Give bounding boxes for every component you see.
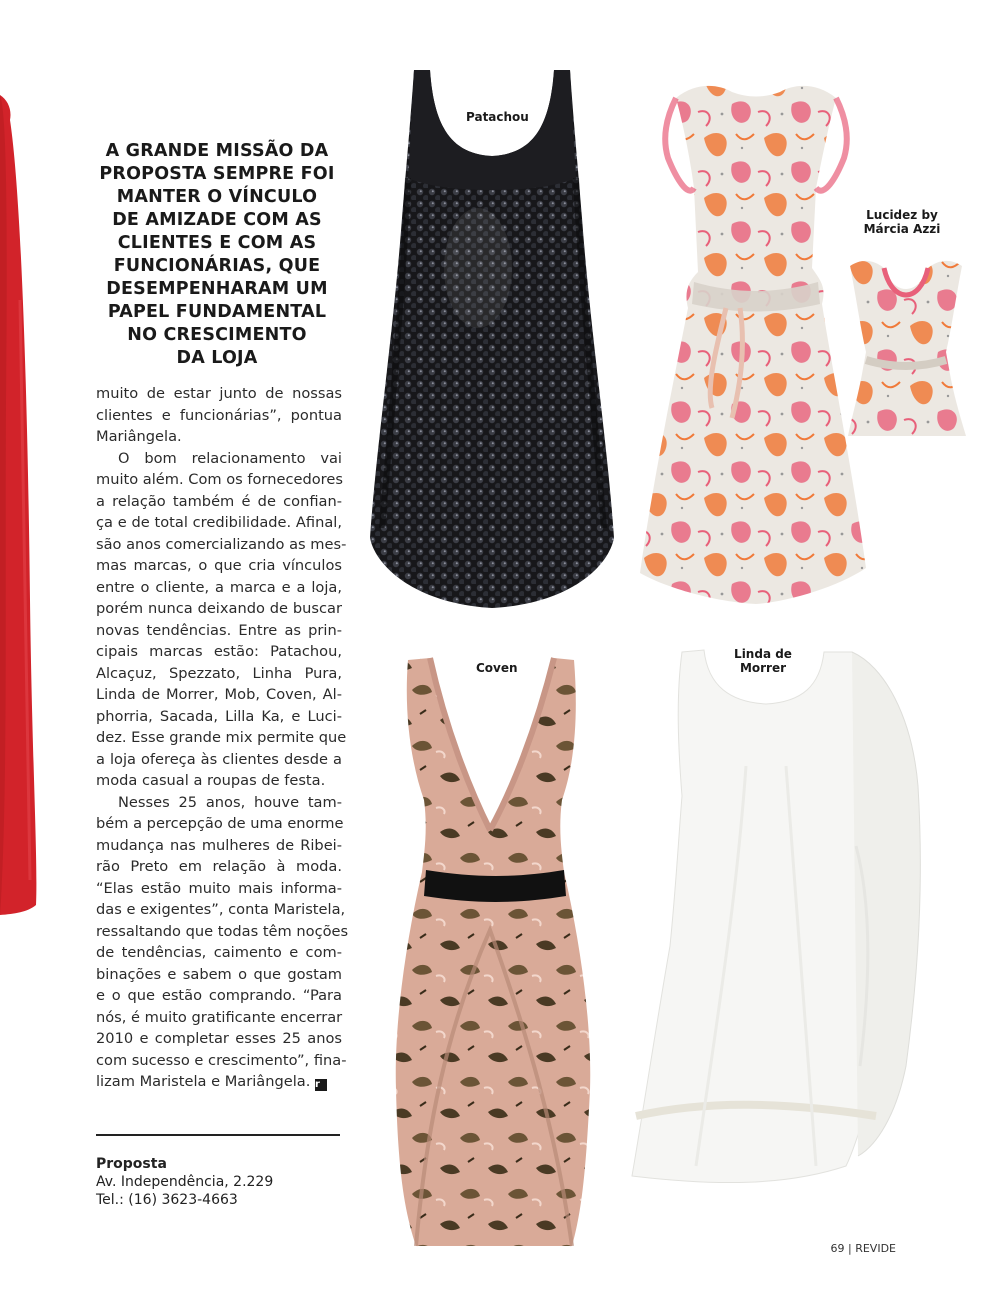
body-line: mas marcas, o que cria vínculos [96, 557, 342, 574]
end-of-article-mark: r [315, 1079, 327, 1091]
body-line: a relação também é de confian- [96, 492, 342, 510]
body-line: novas tendências. Entre as prin- [96, 621, 342, 639]
body-line: a loja ofereça às clientes desde a [96, 750, 342, 768]
body-line: binações e sabem o que gostam [96, 965, 342, 983]
pull-quote [92, 140, 342, 370]
body-line: bém a percepção de uma enorme [96, 815, 344, 832]
caption-lucidez-line-1: Lucidez by [866, 208, 938, 222]
contact-divider [96, 1134, 340, 1136]
caption-patachou: Patachou [466, 110, 529, 124]
caption-coven: Coven [476, 661, 518, 675]
body-line: porém nunca deixando de buscar [96, 600, 342, 617]
body-line: nós, é muito gratificante encerrar [96, 1008, 343, 1026]
red-dress-image [0, 0, 60, 1306]
pull-quote-line: NO CRESCIMENTO [127, 325, 307, 345]
body-line: Mariângela. [96, 428, 182, 445]
pull-quote-line: CLIENTES E COM AS [117, 233, 317, 253]
body-line: clientes e funcionárias”, pontua [96, 406, 342, 424]
body-line: de tendências, caimento e com- [96, 944, 342, 961]
pull-quote-line: PROPOSTA SEMPRE FOI [99, 164, 335, 184]
pull-quote-line: DA LOJA [176, 348, 258, 368]
pull-quote-line: DE AMIZADE COM AS [112, 210, 322, 230]
body-line: O bom relacionamento vai [118, 449, 342, 467]
body-line: mudança nas mulheres de Ribei- [96, 836, 342, 854]
store-contact [96, 1155, 273, 1209]
body-line: cipais marcas estão: Patachou, [96, 643, 342, 660]
body-line: 2010 e completar esses 25 anos [96, 1030, 342, 1047]
body-line: ça e de total credibilidade. Afinal, [96, 514, 342, 531]
body-line: moda casual a roupas de festa. [96, 772, 326, 789]
folio-separator: | [847, 1242, 852, 1255]
body-line: com sucesso e crescimento”, fina- [96, 1051, 347, 1069]
body-line: Nesses 25 anos, houve tam- [118, 793, 342, 811]
caption-linda-line-1: Linda de [734, 647, 792, 661]
article-body [96, 383, 349, 1093]
page-number: 69 [830, 1242, 845, 1255]
white-draped-dress-image [626, 646, 926, 1206]
body-line-final-text: lizam Maristela e Mariângela. [96, 1073, 311, 1090]
caption-linda-de-morrer [728, 647, 798, 675]
floral-dress-back-image [842, 256, 970, 440]
body-line: ressaltando que todas têm noções [96, 922, 349, 940]
body-line: rão Preto em relação à moda. [96, 858, 342, 875]
body-line: muito além. Com os fornecedores [96, 471, 343, 488]
store-name: Proposta [96, 1156, 167, 1172]
pull-quote-line: FUNCIONÁRIAS, QUE [113, 256, 321, 276]
body-line: e o que estão comprando. “Para [96, 987, 342, 1004]
pull-quote-line: MANTER O VÍNCULO [116, 187, 318, 207]
pull-quote-line: A GRANDE MISSÃO DA [105, 141, 329, 161]
body-line: das e exigentes”, conta Maristela, [96, 901, 346, 918]
body-line: entre o cliente, a marca e a loja, [96, 578, 342, 596]
caption-lucidez [860, 208, 944, 236]
magazine-name: REVIDE [855, 1242, 896, 1255]
pull-quote-line: DESEMPENHARAM UM [106, 279, 328, 299]
body-line-final [96, 1071, 342, 1093]
pull-quote-line: PAPEL FUNDAMENTAL [107, 302, 327, 322]
store-address: Av. Independência, 2.229 [96, 1174, 274, 1190]
page-folio [830, 1242, 896, 1255]
black-sequin-dress-image [368, 68, 616, 610]
pink-satin-dress-image [386, 650, 600, 1250]
body-line: são anos comercializando as mes- [96, 535, 347, 553]
caption-linda-line-2: Morrer [739, 661, 787, 675]
caption-lucidez-line-2: Márcia Azzi [863, 222, 941, 236]
body-line: phorria, Sacada, Lilla Ka, e Luci- [96, 707, 342, 725]
body-line: Alcaçuz, Spezzato, Linha Pura, [96, 664, 342, 682]
store-phone: Tel.: (16) 3623-4663 [96, 1192, 238, 1208]
body-line: dez. Esse grande mix permite que [96, 729, 347, 746]
body-line: “Elas estão muito mais informa- [96, 879, 342, 897]
body-line: Linda de Morrer, Mob, Coven, Al- [96, 686, 342, 703]
body-line: muito de estar junto de nossas [96, 385, 342, 402]
floral-dress-image [636, 68, 876, 608]
